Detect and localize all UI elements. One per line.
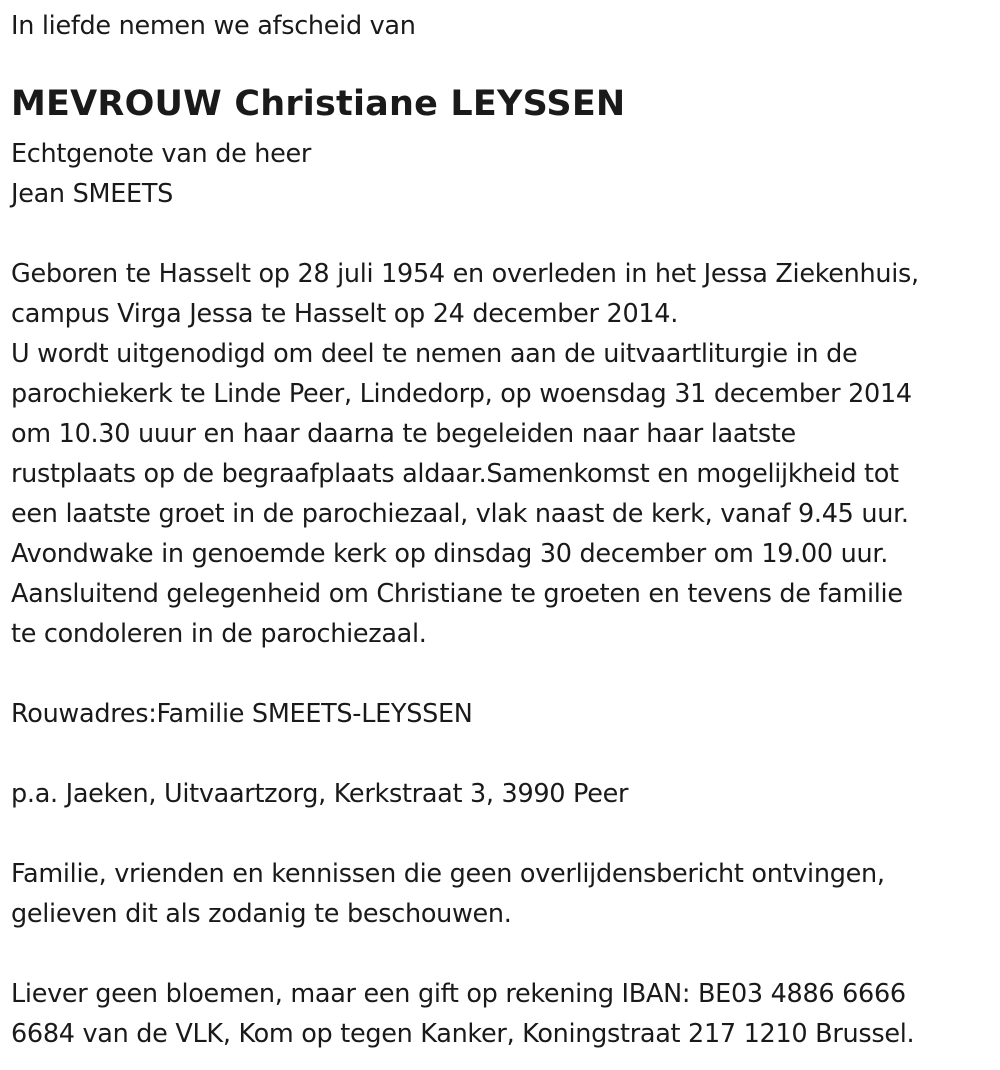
care-address-block xyxy=(11,774,628,814)
spouse-line: Echtgenote van de heer xyxy=(11,139,312,169)
deceased-name: MEVROUW Christiane LEYSSEN xyxy=(11,84,626,124)
notice-block xyxy=(11,854,885,934)
text-line: campus Virga Jessa te Hasselt op 24 december 2014. xyxy=(11,299,679,329)
text-line: Avondwake in genoemde kerk op dinsdag 30 december om 19.00 uur. xyxy=(11,539,889,569)
text-line: om 10.30 uuur en haar daarna te begeleiden naar haar laatste xyxy=(11,419,796,449)
text-line: U wordt uitgenodigd om deel te nemen aan de uitvaartliturgie in de xyxy=(11,339,858,369)
text-line: Aansluitend gelegenheid om Christiane te groeten en tevens de familie xyxy=(11,579,903,609)
text-line: Geboren te Hasselt op 28 juli 1954 en overleden in het Jessa Ziekenhuis, xyxy=(11,259,919,289)
mourning-address: Rouwadres:Familie SMEETS-LEYSSEN xyxy=(11,699,473,729)
intro-line: In liefde nemen we afscheid van xyxy=(11,11,416,41)
main-text-block xyxy=(11,254,919,654)
spouse-name: Jean SMEETS xyxy=(11,179,173,209)
text-line: te condoleren in de parochiezaal. xyxy=(11,619,427,649)
flowers-line: 6684 van de VLK, Kom op tegen Kanker, Koningstraat 217 1210 Brussel. xyxy=(11,1019,915,1049)
care-address: p.a. Jaeken, Uitvaartzorg, Kerkstraat 3, 3990 Peer xyxy=(11,779,629,809)
text-line: een laatste groet in de parochiezaal, vlak naast de kerk, vanaf 9.45 uur. xyxy=(11,499,909,529)
text-line: rustplaats op de begraafplaats aldaar.Samenkomst en mogelijkheid tot xyxy=(11,459,899,489)
flowers-line: Liever geen bloemen, maar een gift op rekening IBAN: BE03 4886 6666 xyxy=(11,979,906,1009)
notice-line: Familie, vrienden en kennissen die geen overlijdensbericht ontvingen, xyxy=(11,859,885,889)
mourning-address-block xyxy=(11,694,473,734)
spouse-block xyxy=(11,134,311,214)
flowers-block xyxy=(11,974,914,1054)
text-line: parochiekerk te Linde Peer, Lindedorp, op woensdag 31 december 2014 xyxy=(11,379,912,409)
notice-line: gelieven dit als zodanig te beschouwen. xyxy=(11,899,512,929)
